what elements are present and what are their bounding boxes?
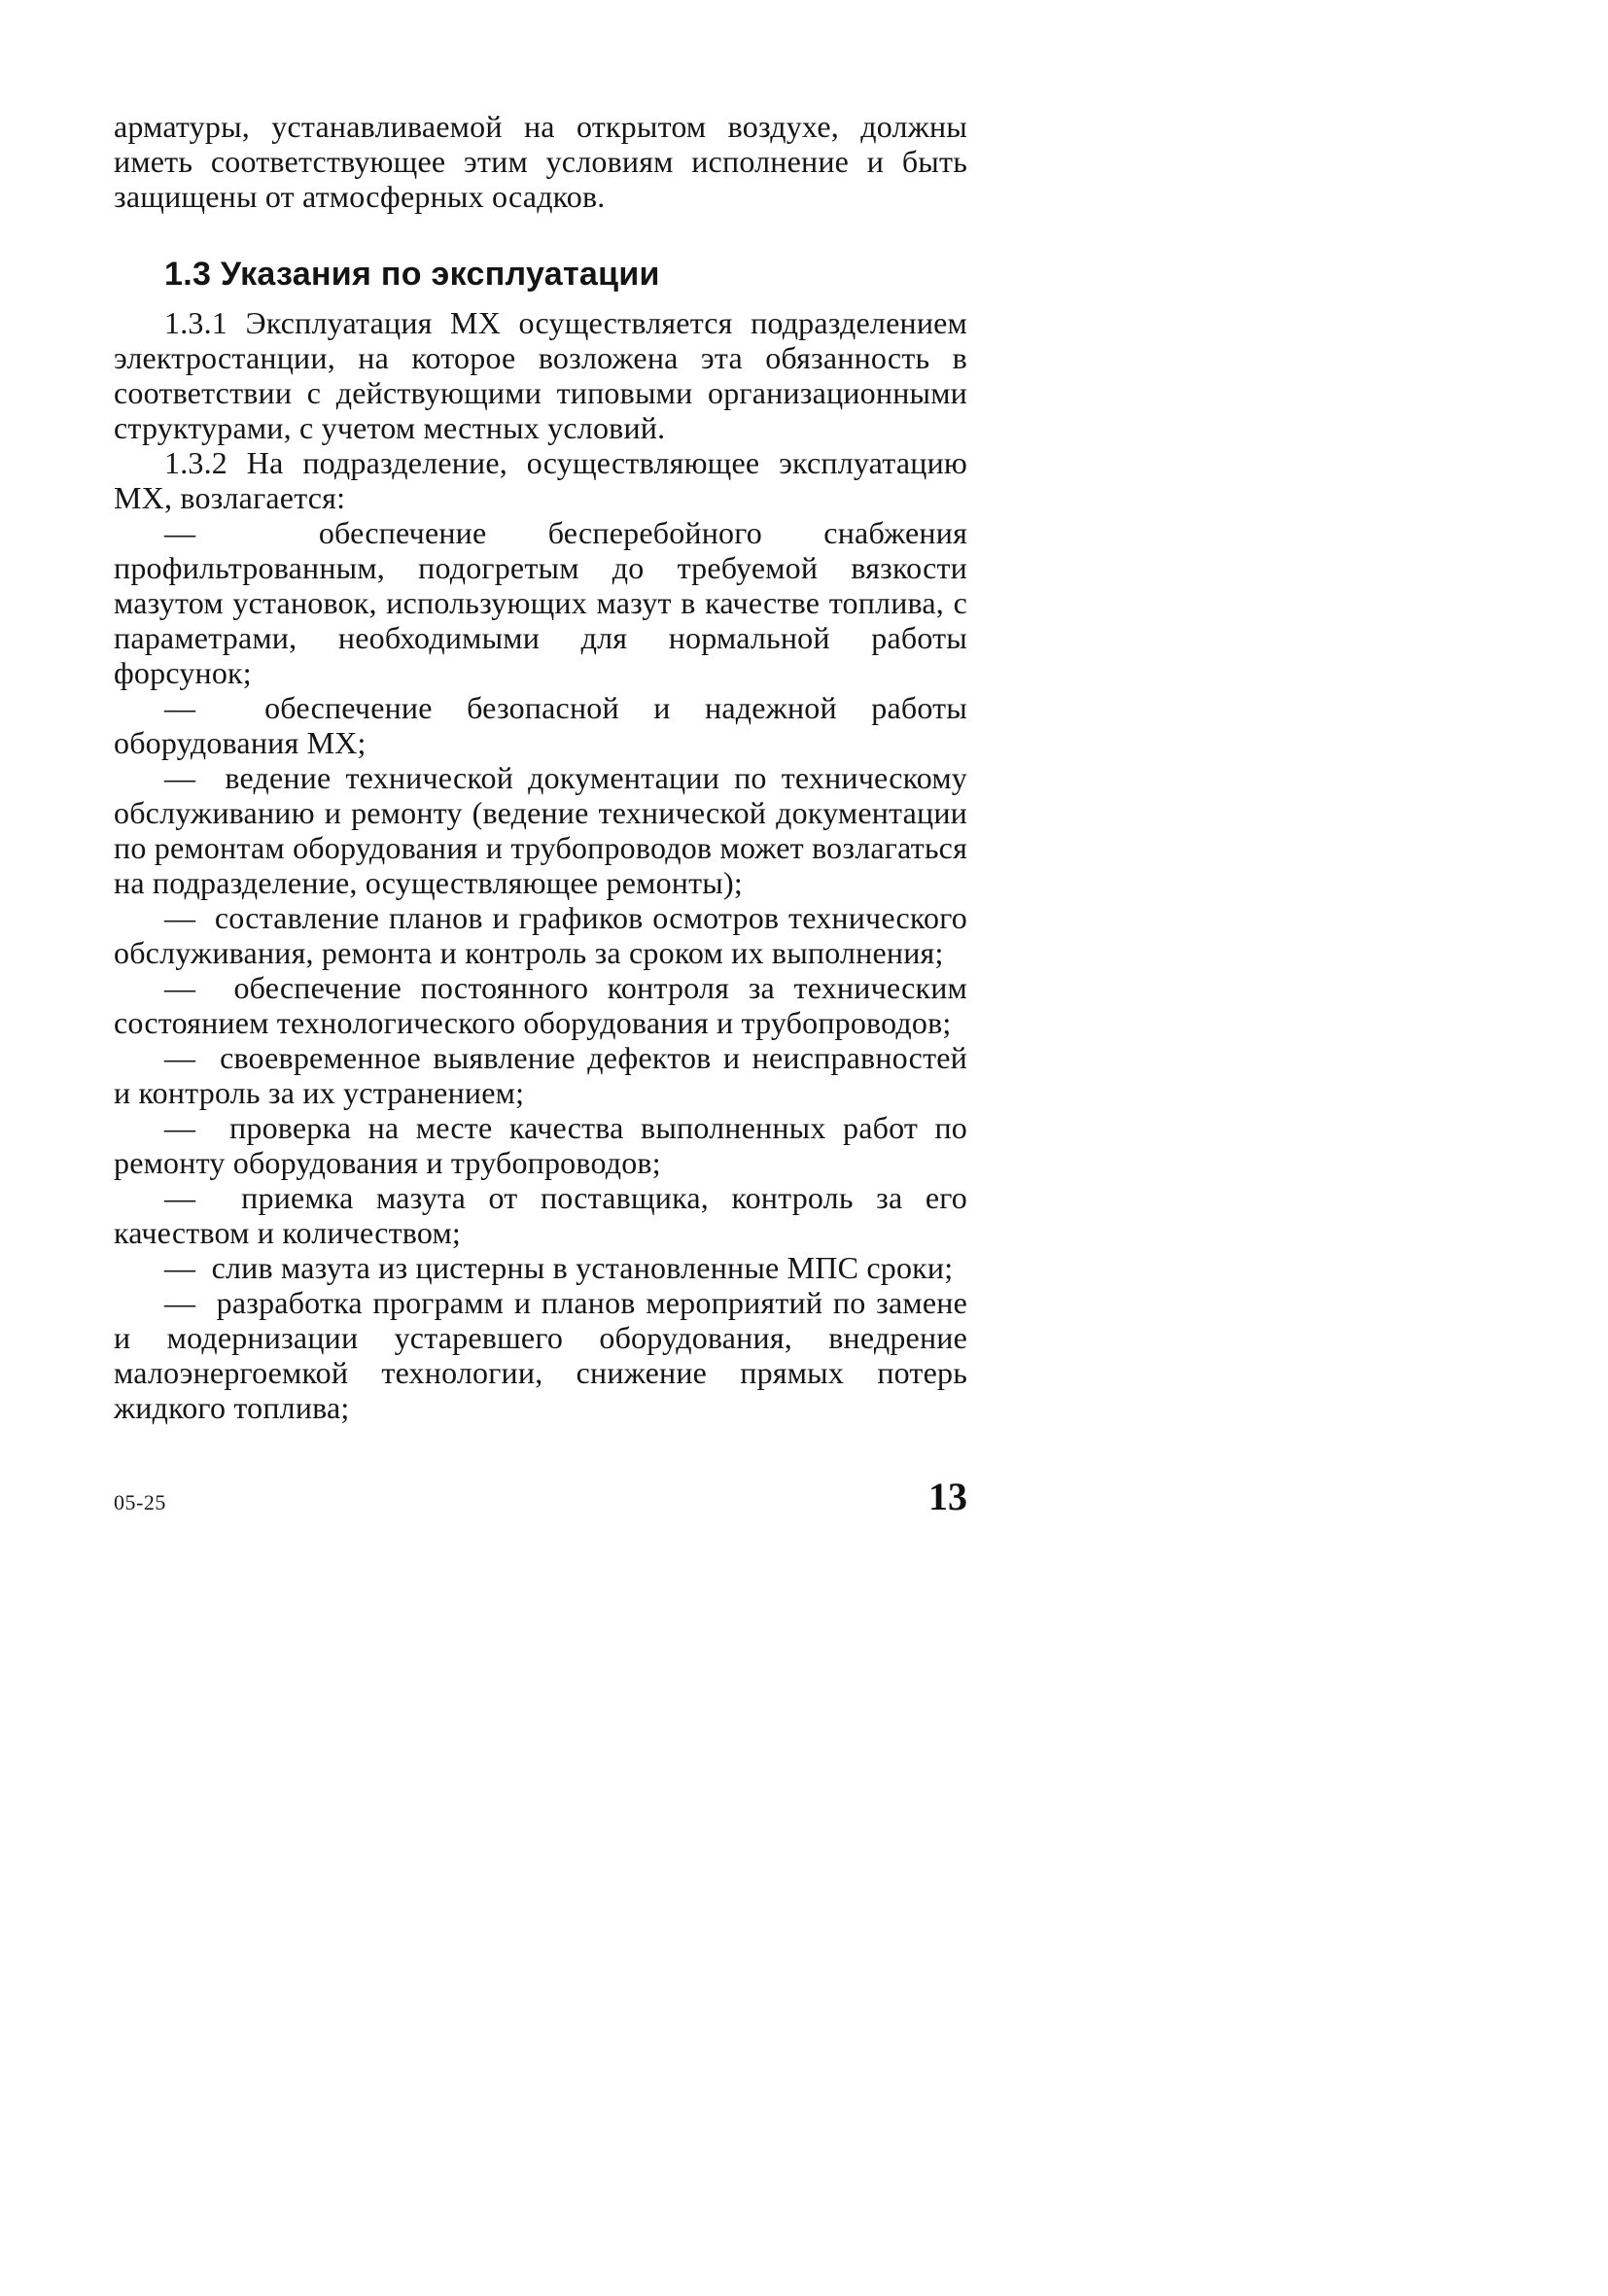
page-number: 13 (928, 1475, 967, 1518)
footer-code: 05-25 (114, 1490, 166, 1514)
list-item: — разработка программ и планов мероприятий по замене и модернизации устаревшего оборудования, внедрение малоэнергоемкой технологии, снижение прямых потерь жидкого топлива; (114, 1285, 967, 1425)
list-item: — составление планов и графиков осмотров технического обслуживания, ремонта и контроль за сроком их выполнения; (114, 900, 967, 970)
page-footer (114, 1474, 967, 1519)
list-item: — ведение технической документации по техническому обслуживанию и ремонту (ведение технической документации по ремонтам оборудования и трубопроводов может возлагаться на подразделение, осуществляющее ремонты); (114, 760, 967, 900)
list-item: — обеспечение безопасной и надежной работы оборудования МХ; (114, 690, 967, 760)
intro-paragraph: арматуры, устанавливаемой на открытом воздухе, должны иметь соответствующее этим условиям исполнение и быть защищены от атмосферных осадков. (114, 109, 967, 214)
list-item: — обеспечение бесперебойного снабжения профильтрованным, подогретым до требуемой вязкости мазутом установок, использующих мазут в качестве топлива, с параметрами, необходимыми для нормальной работы форсунок; (114, 515, 967, 690)
paragraph-1-3-2: 1.3.2 На подразделение, осуществляющее эксплуатацию МХ, возлагается: (114, 445, 967, 515)
list-item: — обеспечение постоянного контроля за техническим состоянием технологического оборудования и трубопроводов; (114, 970, 967, 1040)
list-item: — приемка мазута от поставщика, контроль за его качеством и количеством; (114, 1180, 967, 1250)
list-item: — проверка на месте качества выполненных работ по ремонту оборудования и трубопроводов; (114, 1110, 967, 1180)
paragraph-1-3-1: 1.3.1 Эксплуатация МХ осуществляется подразделением электростанции, на которое возложена эта обязанность в соответствии с действующими типовыми организационными структурами, с учетом местных условий. (114, 305, 967, 445)
list-item: — слив мазута из цистерны в установленные МПС сроки; (164, 1250, 954, 1285)
list-item: — своевременное выявление дефектов и неисправностей и контроль за их устранением; (114, 1040, 967, 1110)
text-block (114, 109, 967, 1425)
section-heading: 1.3 Указания по эксплуатации (164, 256, 660, 293)
